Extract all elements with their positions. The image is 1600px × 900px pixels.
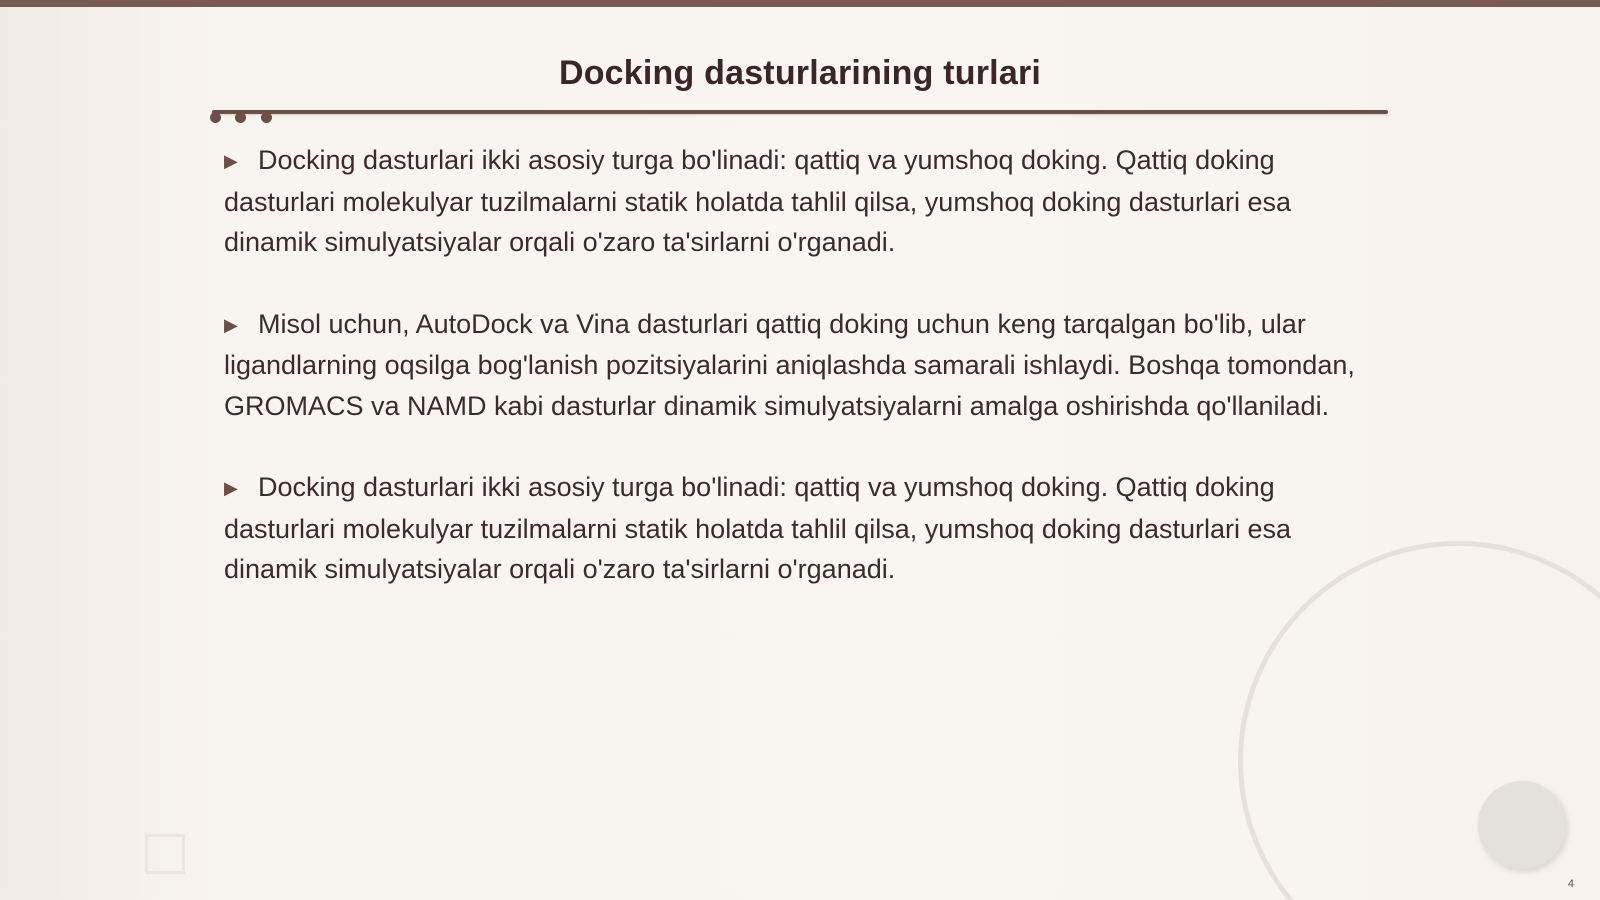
top-accent-band — [0, 0, 1600, 7]
page-number: 4 — [1567, 878, 1574, 890]
decorative-square — [145, 834, 185, 874]
decorative-disk — [1478, 781, 1566, 869]
bullet-text: Docking dasturlari ikki asosiy turga bo'linadi: qattiq va yumshoq doking. Qattiq doking dasturlari molekulyar tuzilmalarni statik holatda tahlil qilsa, yumshoq doking dasturlari esa dinamik simulyatsiyalar orqali o'zaro ta'sirlarni o'rganadi. — [224, 145, 1292, 257]
bullet-list — [224, 140, 1364, 631]
bullet-triangle-icon: ▶ — [224, 314, 238, 335]
decorative-dot-3 — [261, 112, 272, 123]
bullet-text: Docking dasturlari ikki asosiy turga bo'linadi: qattiq va yumshoq doking. Qattiq doking dasturlari molekulyar tuzilmalarni statik holatda tahlil qilsa, yumshoq doking dasturlari esa dinamik simulyatsiyalar orqali o'zaro ta'sirlarni o'rganadi. — [224, 472, 1292, 584]
title-underline — [212, 110, 1388, 114]
bullet-item-3 — [224, 467, 1364, 590]
bullet-item-2 — [224, 304, 1364, 427]
bullet-text: Misol uchun, AutoDock va Vina dasturlari qattiq doking uchun keng tarqalgan bo'lib, ular ligandlarning oqsilga bog'lanish pozitsiyalarini aniqlashda samarali ishlaydi. Boshqa tomondan, GROMACS va NAMD kabi dasturlar dinamik simulyatsiyalarni amalga oshirishda qo'llaniladi. — [224, 308, 1355, 421]
decorative-dot-1 — [210, 112, 221, 123]
bullet-triangle-icon: ▶ — [224, 151, 238, 171]
bullet-item-1 — [224, 140, 1364, 263]
bullet-triangle-icon: ▶ — [224, 478, 238, 498]
slide-title: Docking dasturlarining turlari — [558, 54, 1042, 92]
decorative-dot-2 — [235, 112, 246, 123]
